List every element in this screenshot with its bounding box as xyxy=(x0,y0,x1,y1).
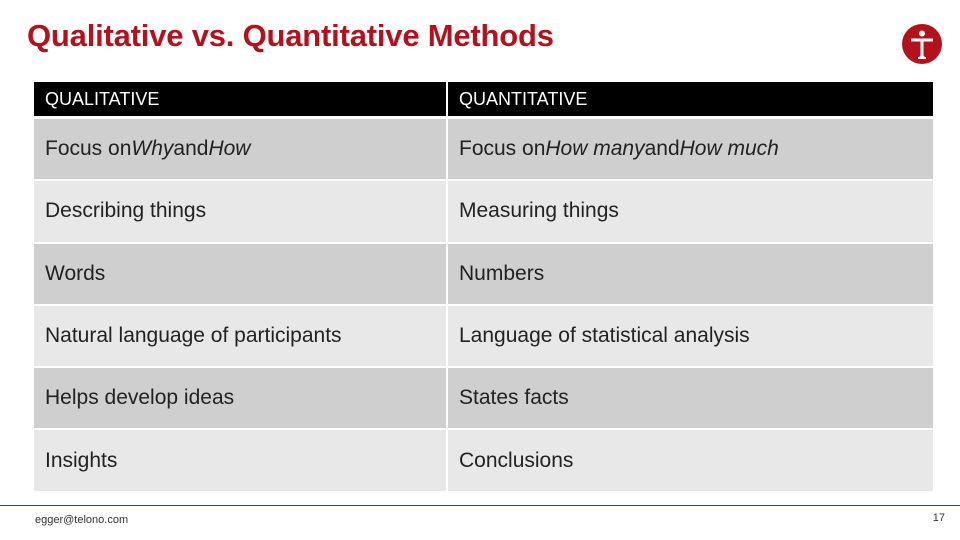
footer-divider xyxy=(0,505,960,506)
qualitative-cell xyxy=(34,306,448,368)
cell-text: Focus on xyxy=(45,137,132,161)
cell-text: How many xyxy=(545,137,645,161)
quantitative-cell xyxy=(448,306,933,368)
qualitative-cell xyxy=(34,119,448,181)
cell-text: Why xyxy=(131,137,174,161)
cell-text: Language of statistical analysis xyxy=(459,324,750,348)
qualitative-cell xyxy=(34,244,448,306)
cell-text: Insights xyxy=(45,448,118,472)
cell-text: and xyxy=(173,137,209,161)
cell-text: Words xyxy=(45,261,106,285)
cell-text: How much xyxy=(679,137,779,161)
telono-logo-icon xyxy=(902,24,942,64)
cell-text: Focus on xyxy=(459,137,546,161)
cell-text: Conclusions xyxy=(459,448,574,472)
comparison-table xyxy=(34,82,933,493)
header-qualitative: QUALITATIVE xyxy=(34,82,448,119)
quantitative-cell xyxy=(448,244,933,306)
quantitative-cell xyxy=(448,430,933,492)
cell-text: Measuring things xyxy=(459,199,619,223)
page-number: 17 xyxy=(932,512,945,524)
qualitative-cell xyxy=(34,368,448,430)
slide-title: Qualitative vs. Quantitative Methods xyxy=(27,18,554,53)
qualitative-cell xyxy=(34,181,448,243)
cell-text: Helps develop ideas xyxy=(45,386,235,410)
qualitative-cell xyxy=(34,430,448,492)
quantitative-cell xyxy=(448,119,933,181)
header-quantitative: QUANTITATIVE xyxy=(448,82,933,119)
cell-text: Numbers xyxy=(459,261,545,285)
quantitative-cell xyxy=(448,368,933,430)
cell-text: and xyxy=(644,137,680,161)
cell-text: States facts xyxy=(459,386,569,410)
quantitative-cell xyxy=(448,181,933,243)
cell-text: Natural language of participants xyxy=(45,324,342,348)
cell-text: Describing things xyxy=(45,199,207,223)
footer-email: egger@telono.com xyxy=(35,514,129,526)
cell-text: How xyxy=(208,137,251,161)
